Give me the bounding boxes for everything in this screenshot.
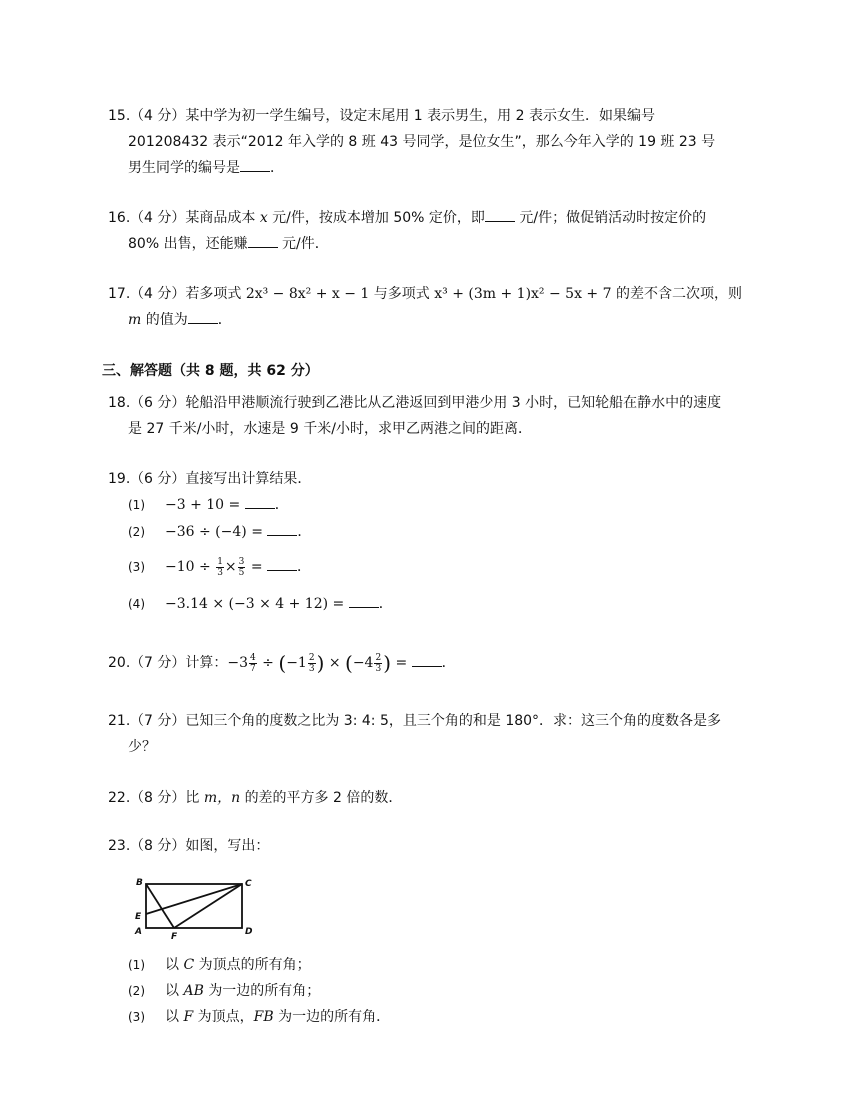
question-text: 元/件． [282,236,329,252]
answer-blank [267,556,297,571]
fraction: $\frac{3}{5}$ [238,556,245,578]
sub-label: (4) [128,597,145,611]
question-points: （6 分） [130,471,186,487]
math-variable: C [183,957,195,973]
math-variable: m，n [203,790,241,806]
question-text: 若多项式 [185,286,242,302]
fraction: $\frac{4}{7}$ [250,652,256,674]
question-text: 如图，写出： [185,838,270,854]
sub-question-3 [128,1006,390,1028]
sub-question-3 [128,556,311,578]
math-expression: = [246,559,268,575]
question-number: 15. [108,108,131,124]
question-text: 与多项式 [373,286,430,302]
question-text: 是 27 千米/小时，水速是 9 千米/小时，求甲乙两港之间的距离． [128,421,532,437]
question-number: 17. [108,286,131,302]
question-20 [108,650,760,676]
question-text: 以 [165,957,179,973]
math-expression: −1 [286,655,307,671]
question-text: 为一边的所有角． [278,1009,391,1025]
question-points: （7 分） [130,655,186,671]
question-16 [108,205,760,257]
label-f: F [171,932,178,942]
label-e: E [135,912,142,922]
sub-label: (2) [128,984,145,998]
math-expression: −3.14 × (−3 × 4 + 12) = [165,596,349,612]
question-text: 少？ [128,739,156,755]
question-text: 计算： [185,655,228,671]
answer-blank [349,593,379,608]
answer-blank [240,157,270,172]
answer-blank [267,521,297,536]
fraction: $\frac{2}{3}$ [308,652,315,674]
geometry-figure [132,872,262,942]
question-23 [108,833,760,859]
sub-label: (2) [128,525,145,539]
question-18 [108,390,760,442]
answer-blank [412,652,442,667]
label-d: D [245,927,253,937]
answer-blank [485,207,515,222]
question-text: 元/件；做促销活动时按定价的 [519,210,707,226]
question-text: 为顶点的所有角； [198,957,311,973]
segment-ec [146,884,242,914]
math-expression: −36 ÷ (−4) = [165,524,268,540]
question-text: 比 [185,790,200,806]
answer-blank [248,233,278,248]
paren-close: ) [383,651,392,675]
question-15 [108,103,760,181]
question-21 [108,708,760,760]
question-text: 201208432 表示“2012 年入学的 8 班 43 号同学，是位女生”，那么今年入学的 19 班 23 号 [128,134,716,150]
question-text: 男生同学的编号是 [128,160,240,176]
question-text: 某商品成本 [185,210,256,226]
question-number: 16. [108,210,131,226]
sub-label: (3) [128,1010,145,1024]
question-text: 80% 出售，还能赚 [128,236,248,252]
punctuation: ． [274,497,289,513]
question-text: 以 [165,983,179,999]
answer-blank [245,494,275,509]
question-text: 为一边的所有角； [208,983,321,999]
math-variable: F [183,1009,194,1025]
question-points: （6 分） [130,395,186,411]
math-variable: AB [183,983,204,999]
question-text: 为顶点， [197,1009,254,1025]
question-points: （4 分） [130,210,186,226]
math-operator: × [224,559,237,575]
sub-label: (3) [128,560,145,574]
math-expression: −10 ÷ [165,559,216,575]
punctuation: ． [378,596,393,612]
punctuation: ． [270,160,284,176]
math-operator: ÷ [257,655,279,671]
question-points: （4 分） [130,286,186,302]
punctuation: ． [217,312,232,328]
punctuation: ． [297,559,312,575]
label-b: B [136,878,143,888]
sub-label: (1) [128,958,145,972]
math-operator: = [391,655,412,671]
question-number: 21. [108,713,131,729]
question-points: （4 分） [130,108,186,124]
question-17 [108,281,760,333]
question-text: 的值为 [145,312,188,328]
question-number: 18. [108,395,131,411]
segment-fc [174,884,242,928]
question-points: （7 分） [130,713,186,729]
math-variable: FB [253,1009,274,1025]
math-variable: m [128,312,142,328]
math-expression: −3 [227,655,248,671]
sub-question-2 [128,521,311,543]
question-number: 23. [108,838,131,854]
sub-question-4 [128,593,393,615]
question-text: 某中学为初一学生编号，设定末尾用 1 表示男生，用 2 表示女生．如果编号 [185,108,655,124]
math-expression: −4 [352,655,374,671]
sub-label: (1) [128,498,145,512]
sub-question-2 [128,980,320,1002]
question-19 [108,466,760,492]
question-text: 的差的平方多 2 倍的数． [244,790,403,806]
question-text: 元/件，按成本增加 50% 定价，即 [272,210,485,226]
fraction: $\frac{2}{3}$ [375,652,382,674]
question-number: 20. [108,655,131,671]
fraction: $\frac{1}{3}$ [217,556,223,578]
math-variable: x [259,210,268,226]
section-heading: 三、解答题（共 8 题，共 62 分） [102,363,319,379]
question-points: （8 分） [130,790,186,806]
question-text: 轮船沿甲港顺流行驶到乙港比从乙港返回到甲港少用 3 小时，已知轮船在静水中的速度 [185,395,722,411]
math-operator: × [324,655,346,671]
question-text: 的差不含二次项，则 [615,286,742,302]
answer-blank [188,309,218,324]
sub-question-1 [128,954,311,976]
paren-close: ) [316,651,325,675]
question-points: （8 分） [130,838,186,854]
paren-open: ( [278,651,287,675]
math-expression: −3 + 10 = [165,497,245,513]
question-text: 已知三个角的度数之比为 3: 4: 5，且三个角的和是 180°．求：这三个角的度数各是多 [185,713,722,729]
math-expression: 2x³ − 8x² + x − 1 [245,286,370,302]
math-expression: x³ + (3m + 1)x² − 5x + 7 [434,286,612,302]
question-22 [108,785,760,811]
label-a: A [135,927,142,937]
paren-open: ( [345,651,353,675]
question-text: 以 [165,1009,179,1025]
sub-question-1 [128,494,289,516]
punctuation: ． [297,524,312,540]
question-number: 22. [108,790,131,806]
question-text: 直接写出计算结果． [185,471,312,487]
question-number: 19. [108,471,131,487]
punctuation: ． [441,655,456,671]
label-c: C [245,879,252,889]
